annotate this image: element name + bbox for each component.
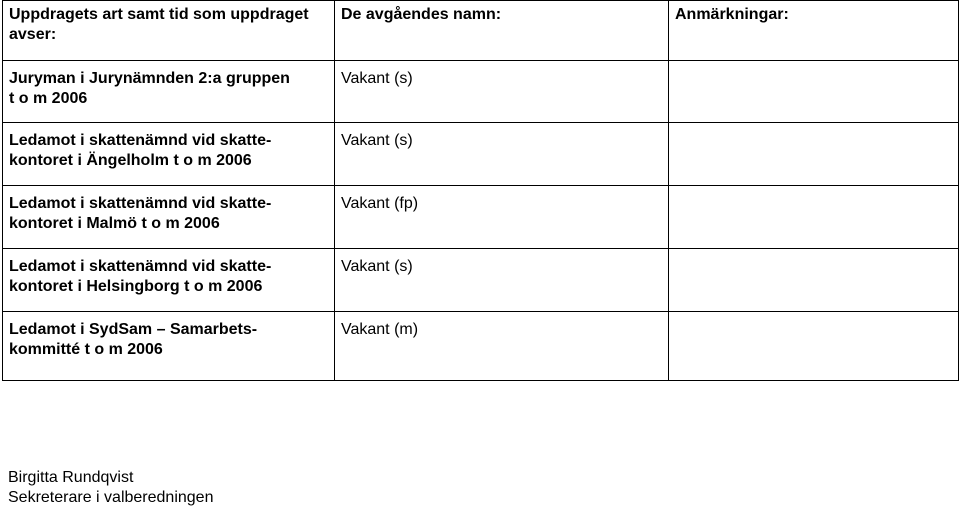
table-row	[3, 123, 959, 186]
header-assignment: Uppdragets art samt tid som uppdraget avser:	[3, 1, 335, 61]
table-row	[3, 186, 959, 249]
table-row	[3, 312, 959, 381]
name-cell: Vakant (s)	[335, 61, 669, 123]
header-remarks: Anmärkningar:	[669, 1, 959, 61]
assignment-line: kontoret i Ängelholm t o m 2006	[9, 152, 252, 169]
remarks-cell	[669, 312, 959, 381]
table-header-row	[3, 1, 959, 61]
assignment-line: kommitté t o m 2006	[9, 341, 163, 358]
assignment-line: Ledamot i skattenämnd vid skatte-	[9, 258, 272, 275]
signature-name: Birgitta Rundqvist	[8, 469, 134, 486]
name-cell: Vakant (s)	[335, 123, 669, 186]
remarks-cell	[669, 249, 959, 312]
table-row	[3, 249, 959, 312]
signature-title: Sekreterare i valberedningen	[8, 489, 214, 506]
assignments-table	[2, 0, 959, 381]
name-cell: Vakant (s)	[335, 249, 669, 312]
assignment-line: Ledamot i SydSam – Samarbets-	[9, 321, 258, 338]
assignment-line: Juryman i Jurynämnden 2:a gruppen	[9, 70, 290, 87]
remarks-cell	[669, 61, 959, 123]
assignment-cell	[3, 123, 335, 186]
assignment-line: Ledamot i skattenämnd vid skatte-	[9, 195, 272, 212]
assignment-cell	[3, 61, 335, 123]
assignment-line: Ledamot i skattenämnd vid skatte-	[9, 132, 272, 149]
assignment-cell	[3, 249, 335, 312]
name-cell: Vakant (m)	[335, 312, 669, 381]
assignment-line: kontoret i Helsingborg t o m 2006	[9, 278, 263, 295]
table-row	[3, 61, 959, 123]
assignment-line: kontoret i Malmö t o m 2006	[9, 215, 220, 232]
header-name: De avgåendes namn:	[335, 1, 669, 61]
assignment-cell	[3, 186, 335, 249]
name-cell: Vakant (fp)	[335, 186, 669, 249]
signature-block	[8, 468, 213, 508]
remarks-cell	[669, 186, 959, 249]
assignment-cell	[3, 312, 335, 381]
assignment-line: t o m 2006	[9, 90, 88, 107]
remarks-cell	[669, 123, 959, 186]
